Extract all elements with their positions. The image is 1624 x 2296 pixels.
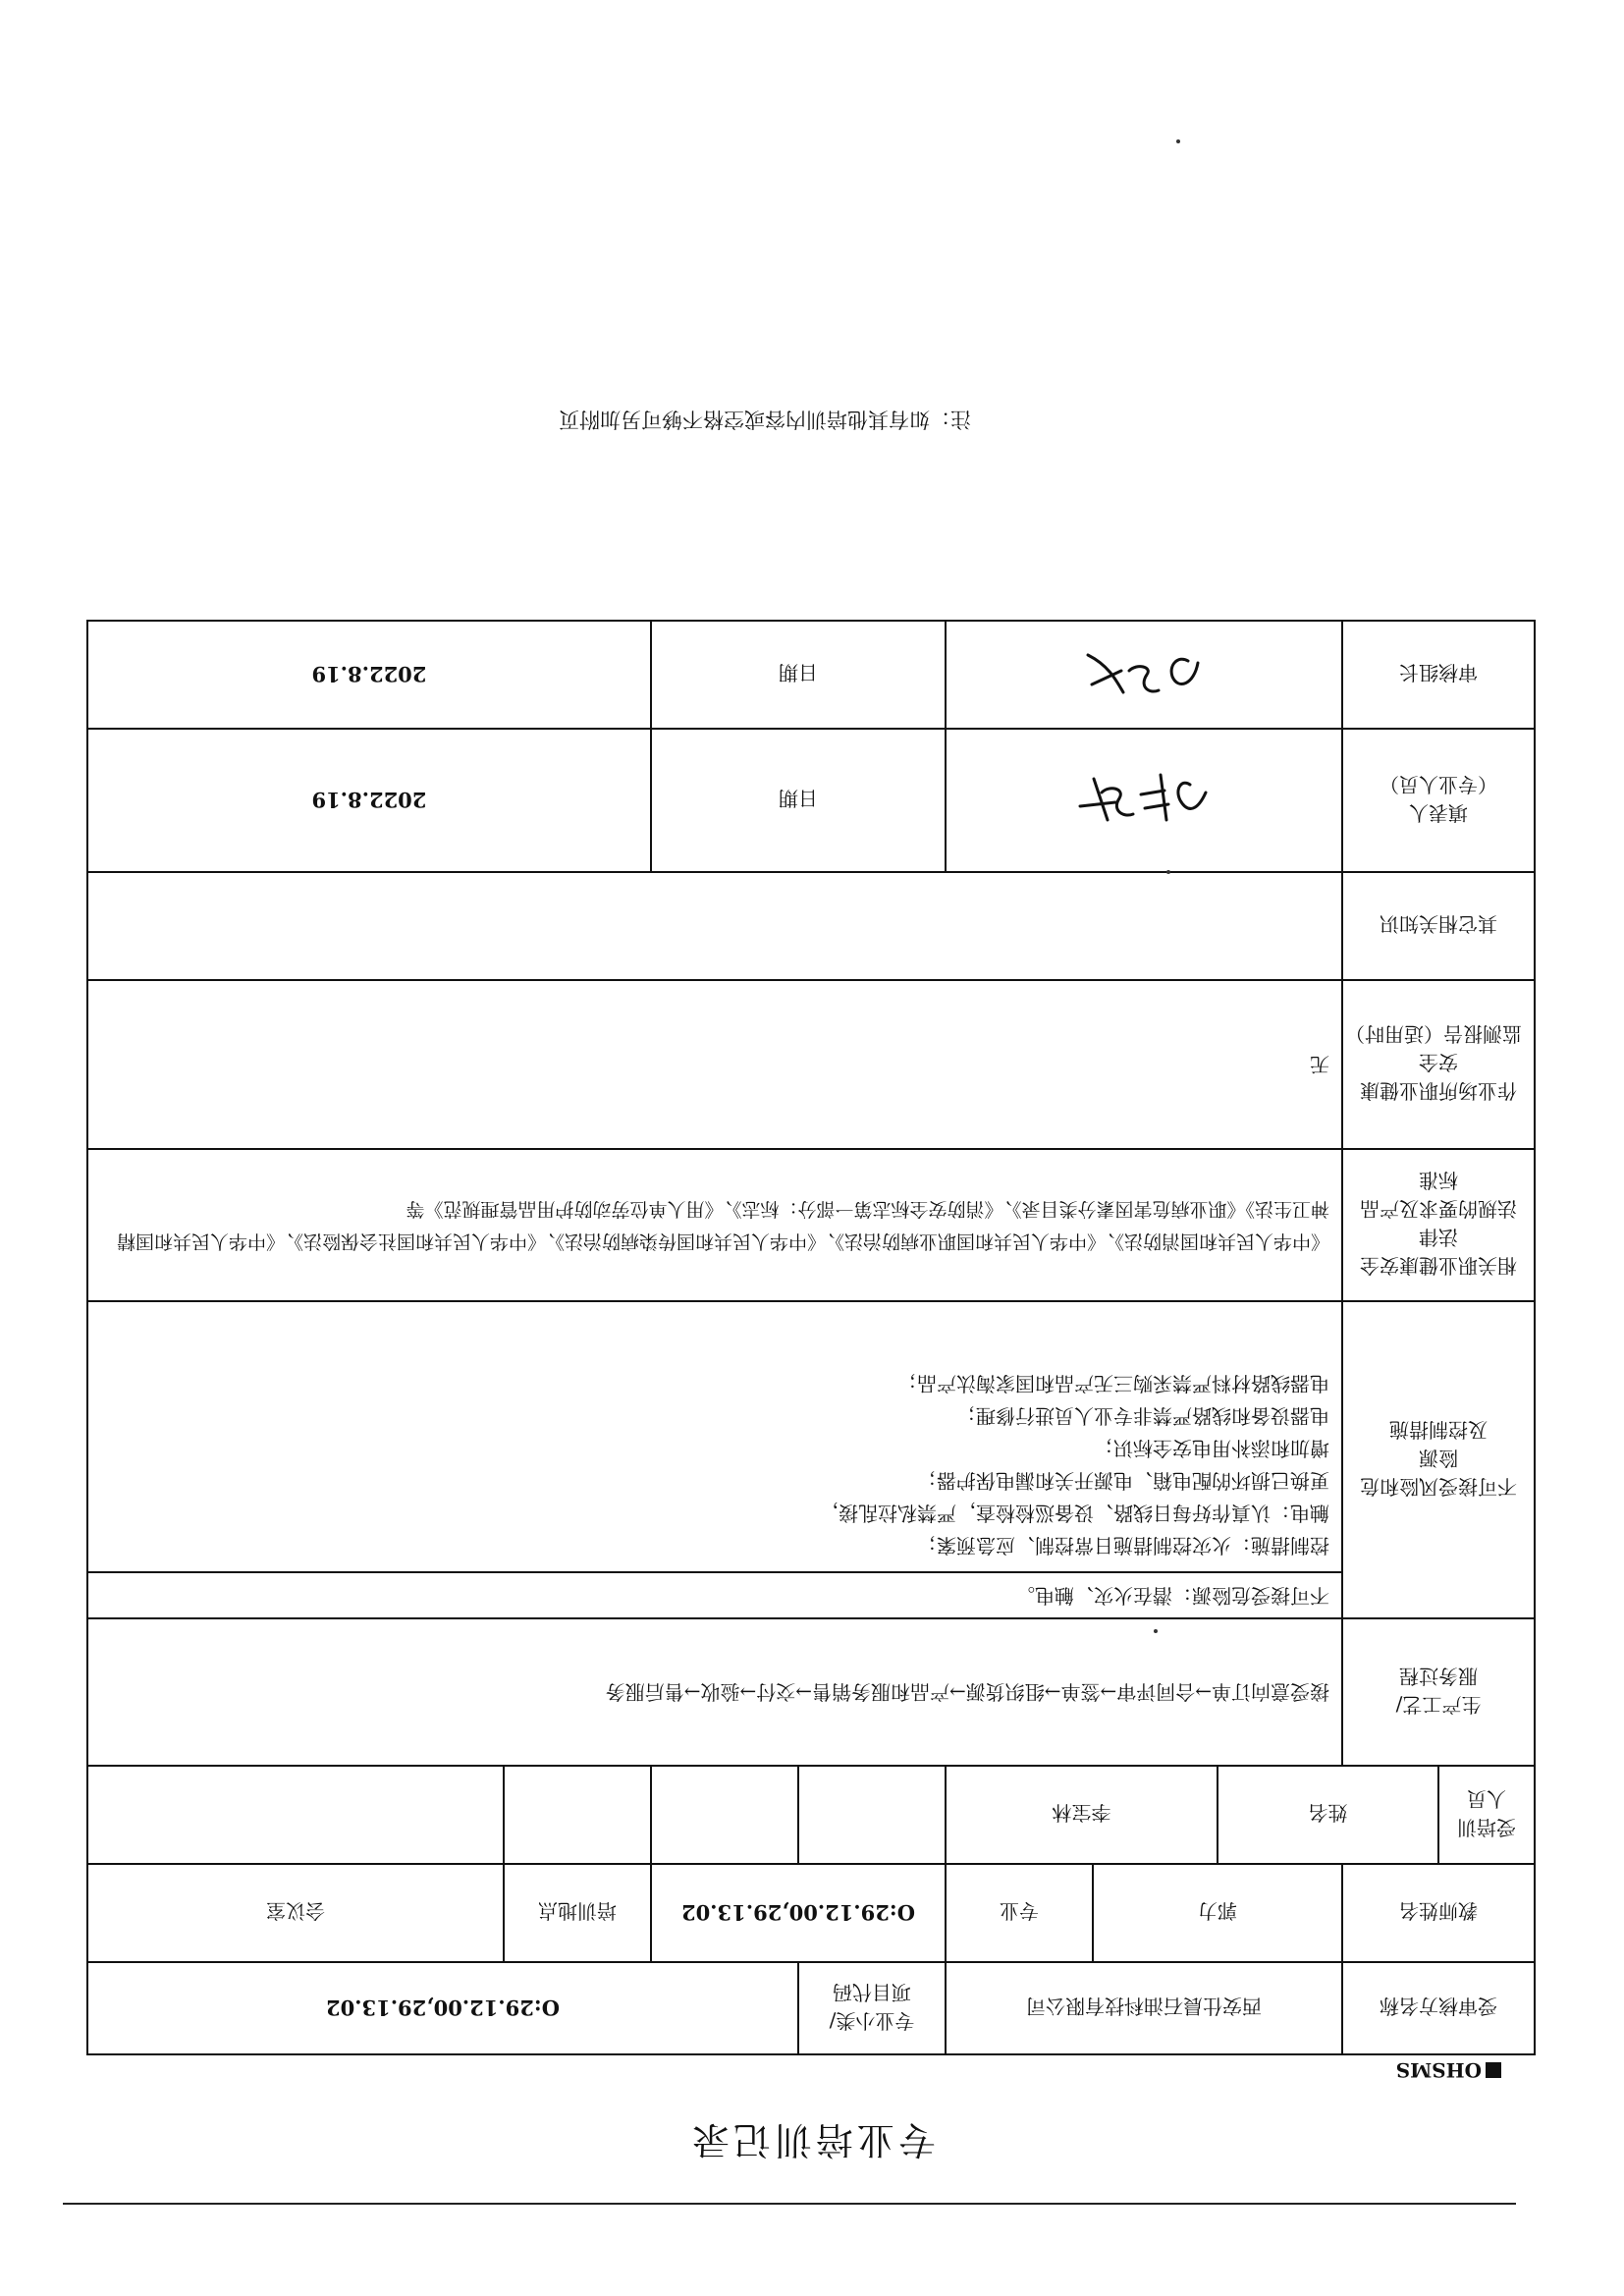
filler-date-label: 日期 (651, 729, 946, 872)
risk-line: 不可接受危险源：潜在火灾、触电。 (87, 1572, 1342, 1618)
row-organization (87, 1962, 1535, 2054)
other-label: 其它相关知识 (1342, 872, 1535, 980)
trainee-name (798, 1766, 946, 1864)
footnote: 注：如有其他培训内容或空格不够可另加附页 (559, 408, 971, 431)
row-monitor (87, 980, 1535, 1149)
trainee-name (504, 1766, 651, 1864)
scan-speck (1176, 139, 1180, 143)
handwritten-signature-icon (1070, 635, 1218, 714)
reviewer-date: 2022.8.19 (87, 621, 651, 729)
trainee-name: 李宝林 (946, 1766, 1218, 1864)
row-reviewer (87, 621, 1535, 729)
code-label: 专业小类/ 项目代码 (798, 1962, 946, 2054)
process-label: 生产工艺/ 服务过程 (1342, 1618, 1535, 1766)
risk-measures (87, 1301, 1342, 1572)
org-value: 西安仕晨石油科技有限公司 (946, 1962, 1342, 2054)
row-process (87, 1618, 1535, 1766)
system-text: OHSMS (1395, 2058, 1482, 2082)
filler-signature (946, 729, 1342, 872)
reviewer-signature (946, 621, 1342, 729)
handwritten-signature-icon (1070, 761, 1218, 840)
top-rule (63, 2203, 1516, 2205)
system-label (1396, 2058, 1501, 2082)
name-label: 姓名 (1218, 1766, 1438, 1864)
major-label: 专业 (946, 1864, 1093, 1962)
risk-label: 不可接受风险和危险源 及控制措施 (1342, 1301, 1535, 1618)
teacher-label: 教师姓名 (1342, 1864, 1535, 1962)
square-bullet-icon (1486, 2062, 1501, 2078)
trainee-name (651, 1766, 798, 1864)
major-value: O:29.12.00,29.13.02 (651, 1864, 946, 1962)
row-filler (87, 729, 1535, 872)
teacher-value: 郭力 (1093, 1864, 1342, 1962)
code-value: O:29.12.00,29.13.02 (87, 1962, 798, 2054)
risk-line: 更换已损坏的配电箱、电源开关和漏电保护器； (917, 1469, 1329, 1493)
trainee-name (87, 1766, 504, 1864)
risk-line: 控制措施：火灾控制措施日常控制、应急预案； (917, 1534, 1329, 1558)
scan-speck (1154, 1629, 1158, 1633)
laws-label: 相关职业健康安全法律 法规的要求及产品标准 (1342, 1149, 1535, 1301)
risk-line: 电器设备和线路严禁非专业人员进行修理； (956, 1404, 1329, 1428)
scan-speck (1166, 870, 1170, 874)
process-value: 接受意向订单→合同评审→签单→组织货源→产品和服务销售→交付→验收→售后服务 (87, 1618, 1342, 1766)
reviewer-date-label: 日期 (651, 621, 946, 729)
row-trainees (87, 1766, 1535, 1864)
risk-line: 触电：认真作好每日线路、设备巡检检查，严禁私拉乱接， (819, 1502, 1329, 1525)
page-title: 专业培训记录 (688, 2118, 937, 2161)
row-risk-measures (87, 1301, 1535, 1572)
row-other (87, 872, 1535, 980)
row-laws (87, 1149, 1535, 1301)
row-risk-source (87, 1572, 1535, 1618)
place-label: 培训地点 (504, 1864, 651, 1962)
other-value (87, 872, 1342, 980)
filler-label: 填表人 （专业人员） (1342, 729, 1535, 872)
place-value: 会议室 (87, 1864, 504, 1962)
monitor-label: 作业场所职业健康安全 监测报告（适用时） (1342, 980, 1535, 1149)
laws-value: 《中华人民共和国消防法》、《中华人民共和国职业病防治法》、《中华人民共和国传染病防治法》、《中华人民共和国社会保险法》、《中华人民共和国精神卫生法》《职业病危害因素分类目录》、《消防安全标志第一部分：标志》、《用人单位劳动防护用品管理规范》等 (87, 1149, 1342, 1301)
trainee-label: 受培训 人员 (1438, 1766, 1535, 1864)
monitor-value: 无 (87, 980, 1342, 1149)
org-label: 受审核方名称 (1342, 1962, 1535, 2054)
training-record-table (86, 620, 1536, 2055)
risk-line: 增加和添补用电安全标识； (1094, 1437, 1329, 1460)
reviewer-label: 审核组长 (1342, 621, 1535, 729)
row-teacher (87, 1864, 1535, 1962)
risk-line: 电器线路材料严禁采购三无产品和国家淘汰产品； (897, 1372, 1329, 1395)
filler-date: 2022.8.19 (87, 729, 651, 872)
